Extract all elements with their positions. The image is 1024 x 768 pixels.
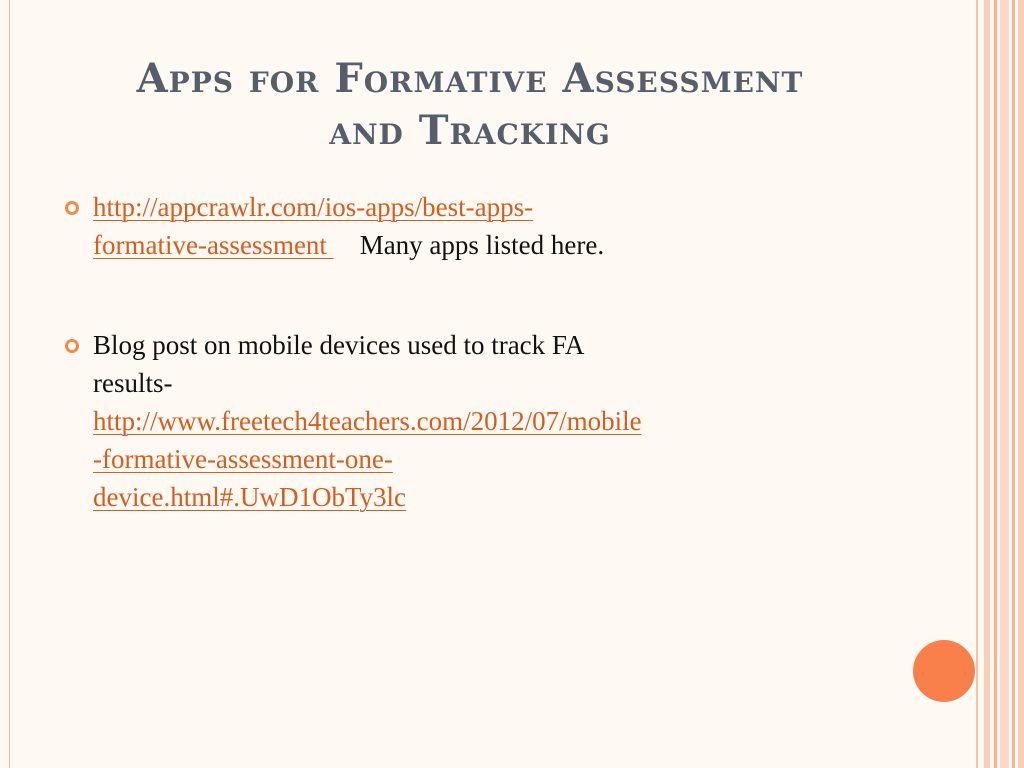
decorative-stripe: [984, 0, 990, 768]
bullet-item-appcrawlr: [65, 188, 865, 264]
link-line-1: http://appcrawlr.com/ios-apps/best-apps-: [93, 192, 534, 222]
bullet-circle-icon: [65, 339, 79, 353]
link-line-2: -formative-assessment-one-: [93, 444, 393, 474]
bullet-text-line-1: Blog post on mobile devices used to track FA: [93, 330, 585, 360]
decorative-stripe: [994, 0, 997, 768]
decorative-stripe: [976, 0, 978, 768]
freetech4teachers-link[interactable]: [93, 406, 642, 512]
bullet-circle-icon: [65, 201, 79, 215]
title-line-2: and Tracking: [329, 107, 611, 154]
slide-title: [60, 53, 880, 157]
bullet-text: Many apps listed here.: [359, 230, 605, 260]
decorative-stripe: [1012, 0, 1015, 768]
bullet-text-line-2: results-: [93, 368, 173, 398]
link-line-2: formative-assessment: [93, 230, 327, 260]
title-line-1: Apps for Formative Assessment: [136, 55, 804, 102]
link-line-3: device.html#.UwD1ObTy3lc: [93, 482, 407, 512]
decorative-circle: [913, 640, 975, 702]
bullet-item-blog-post: [65, 326, 865, 516]
decorative-stripe: [1000, 0, 1009, 768]
link-line-1: http://www.freetech4teachers.com/2012/07/mobile: [93, 406, 642, 436]
left-border-line: [9, 0, 10, 768]
bullet-list: [65, 188, 865, 516]
decorative-stripe: [1018, 0, 1024, 768]
